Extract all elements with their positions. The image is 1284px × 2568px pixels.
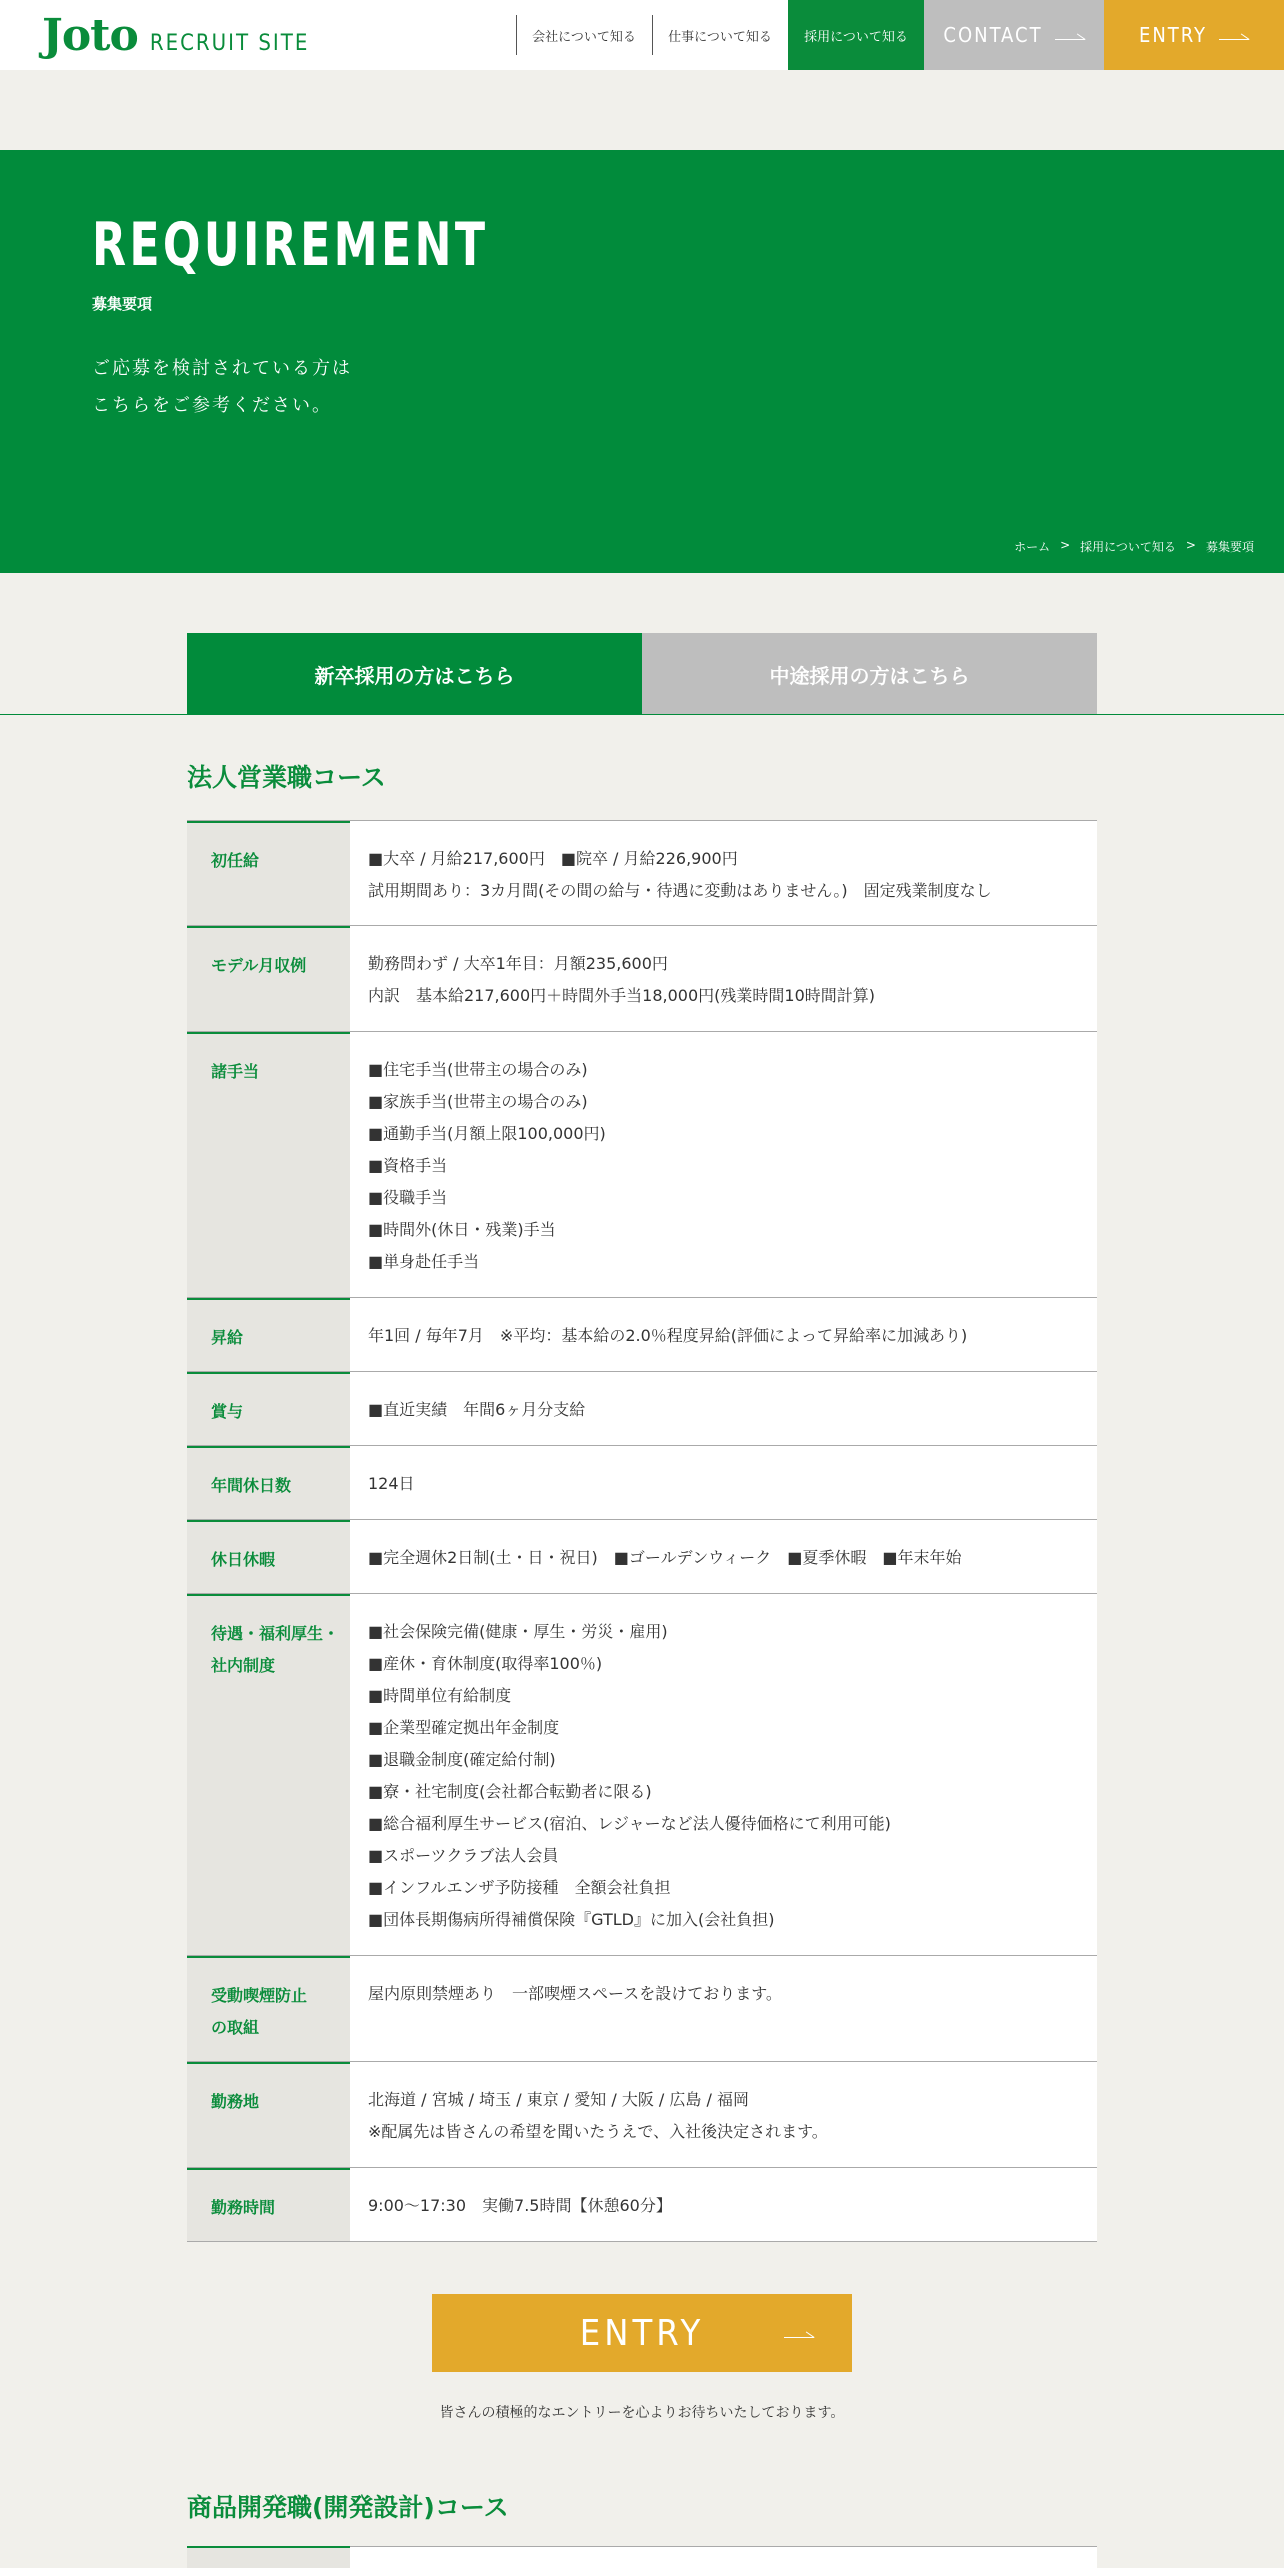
row-value xyxy=(350,1446,1097,1519)
row-value-line: 年1回 / 毎年7月 ※平均：基本給の2.0％程度昇給(評価によって昇給率に加減あり) xyxy=(368,1326,968,1345)
table-row xyxy=(187,1032,1097,1298)
row-value-line: ■企業型確定拠出年金制度 xyxy=(368,1718,560,1737)
row-heading: 勤務時間 xyxy=(187,2168,350,2241)
row-value-line: ■インフルエンザ予防接種 全額会社負担 xyxy=(368,1878,671,1897)
page-title: REQUIREMENT xyxy=(92,210,489,280)
breadcrumb-separator: > xyxy=(1060,538,1071,552)
hero-description xyxy=(92,350,352,424)
row-heading: 待遇・福利厚生・社内制度 xyxy=(187,1594,350,1955)
row-heading: 休日休暇 xyxy=(187,1520,350,1593)
row-value-line: ■団体長期傷病所得補償保険『GTLD』に加入(会社負担) xyxy=(368,1910,775,1929)
logo[interactable] xyxy=(42,10,309,60)
hero-banner xyxy=(0,150,1284,573)
table-row xyxy=(187,1520,1097,1594)
table-header-cell xyxy=(187,2546,350,2568)
row-value-line: 124日 xyxy=(368,1474,415,1493)
row-value xyxy=(350,1298,1097,1371)
row-heading: モデル月収例 xyxy=(187,926,350,1031)
breadcrumb-separator: > xyxy=(1185,538,1196,552)
row-value xyxy=(350,1032,1097,1297)
table-data-cell xyxy=(350,2546,1097,2568)
logo-subtitle: RECRUIT SITE xyxy=(149,31,310,56)
arrow-right-icon xyxy=(784,2328,814,2338)
row-heading: 賞与 xyxy=(187,1372,350,1445)
entry-button-label: ENTRY xyxy=(579,2312,705,2354)
row-value-line: ■役職手当 xyxy=(368,1188,448,1207)
row-heading: 初任給 xyxy=(187,821,350,925)
table-row xyxy=(187,1298,1097,1372)
entry-button[interactable] xyxy=(432,2294,852,2372)
row-value-line: 9:00～17:30 実働7.5時間【休憩60分】 xyxy=(368,2196,672,2215)
nav-recruit[interactable]: 採用について知る xyxy=(788,0,924,70)
row-value-line: ※配属先は皆さんの希望を聞いたうえで、入社後決定されます。 xyxy=(368,2122,828,2141)
row-value-line: ■退職金制度(確定給付制) xyxy=(368,1750,556,1769)
row-value-line: 内訳 基本給217,600円＋時間外手当18,000円(残業時間10時間計算) xyxy=(368,986,875,1005)
course-title-2: 商品開発職(開発設計)コース xyxy=(187,2493,509,2522)
row-value-line: ■家族手当(世帯主の場合のみ) xyxy=(368,1092,588,1111)
row-value-line: ■総合福利厚生サービス(宿泊、レジャーなど法人優待価格にて利用可能) xyxy=(368,1814,891,1833)
table-row xyxy=(187,820,1097,926)
row-value xyxy=(350,2062,1097,2167)
row-value-line: ■寮・社宅制度(会社都合転勤者に限る) xyxy=(368,1782,652,1801)
table-row xyxy=(187,1956,1097,2062)
row-value-line: 試用期間あり：3カ月間(その間の給与・待遇に変動はありません。) 固定残業制度なし xyxy=(368,881,992,900)
nav-work[interactable]: 仕事について知る xyxy=(652,0,788,70)
row-value xyxy=(350,1520,1097,1593)
row-value-line: ■スポーツクラブ法人会員 xyxy=(368,1846,559,1865)
row-value-line: 勤務問わず / 大卒1年目：月額235,600円 xyxy=(368,954,668,973)
table-row xyxy=(187,1594,1097,1956)
row-value-line: ■単身赴任手当 xyxy=(368,1252,480,1271)
page-subtitle: 募集要項 xyxy=(92,295,153,313)
header-entry-label: ENTRY xyxy=(1138,23,1208,47)
row-value-line: ■社会保険完備(健康・厚生・労災・雇用) xyxy=(368,1622,668,1641)
tab-underline xyxy=(0,714,1284,715)
row-value-line: ■時間単位有給制度 xyxy=(368,1686,512,1705)
requirement-table xyxy=(187,820,1097,2242)
breadcrumb-home[interactable]: ホーム xyxy=(1014,540,1051,554)
header-entry-button[interactable] xyxy=(1104,0,1284,70)
row-heading: 年間休日数 xyxy=(187,1446,350,1519)
table-row xyxy=(187,926,1097,1032)
row-value-line: ■産休・育休制度(取得率100％) xyxy=(368,1654,603,1673)
hero-desc-line: ご応募を検討されている方は xyxy=(92,358,352,379)
arrow-right-icon xyxy=(1219,30,1249,40)
table-row xyxy=(187,1446,1097,1520)
breadcrumb-current: 募集要項 xyxy=(1205,540,1254,554)
row-value xyxy=(350,926,1097,1031)
row-value-line: 屋内原則禁煙あり 一部喫煙スペースを設けております。 xyxy=(368,1984,782,2003)
row-value-line: ■資格手当 xyxy=(368,1156,448,1175)
breadcrumb-recruit[interactable]: 採用について知る xyxy=(1080,540,1176,554)
requirement-table-2 xyxy=(187,2546,1097,2568)
hero-desc-line: こちらをご参考ください。 xyxy=(92,395,332,416)
contact-button[interactable] xyxy=(924,0,1104,70)
row-value-line: ■直近実績 年間6ヶ月分支給 xyxy=(368,1400,586,1419)
table-row xyxy=(187,2062,1097,2168)
table-row xyxy=(187,2168,1097,2242)
entry-note: 皆さんの積極的なエントリーを心よりお待ちいたしております。 xyxy=(439,2405,845,2421)
arrow-right-icon xyxy=(1055,30,1085,40)
row-value xyxy=(350,1956,1097,2061)
row-value xyxy=(350,1594,1097,1955)
row-value xyxy=(350,821,1097,925)
row-value-line: ■通勤手当(月額上限100,000円) xyxy=(368,1124,606,1143)
row-value-line: 北海道 / 宮城 / 埼玉 / 東京 / 愛知 / 大阪 / 広島 / 福岡 xyxy=(368,2090,749,2109)
row-value-line: ■時間外(休日・残業)手当 xyxy=(368,1220,556,1239)
row-value-line: ■大卒 / 月給217,600円 ■院卒 / 月給226,900円 xyxy=(368,849,738,868)
table-row xyxy=(187,1372,1097,1446)
course-title: 法人営業職コース xyxy=(187,763,386,792)
contact-label: CONTACT xyxy=(943,23,1043,47)
tab-mid-career[interactable]: 中途採用の方はこちら xyxy=(642,633,1097,715)
tab-new-graduate[interactable]: 新卒採用の方はこちら xyxy=(187,633,642,715)
row-value-line: ■住宅手当(世帯主の場合のみ) xyxy=(368,1060,588,1079)
row-value xyxy=(350,2168,1097,2241)
row-heading: 勤務地 xyxy=(187,2062,350,2167)
row-heading: 昇給 xyxy=(187,1298,350,1371)
global-nav xyxy=(516,0,1284,70)
nav-company[interactable]: 会社について知る xyxy=(516,0,652,70)
logo-mark: Joto xyxy=(42,10,138,61)
recruit-type-tabs xyxy=(187,633,1097,715)
site-header xyxy=(0,0,1284,70)
row-value xyxy=(350,1372,1097,1445)
row-value-line: ■完全週休2日制(土・日・祝日) ■ゴールデンウィーク ■夏季休暇 ■年末年始 xyxy=(368,1548,962,1567)
row-heading: 受動喫煙防止の取組 xyxy=(187,1956,350,2061)
row-heading: 諸手当 xyxy=(187,1032,350,1297)
breadcrumb xyxy=(1014,538,1254,555)
